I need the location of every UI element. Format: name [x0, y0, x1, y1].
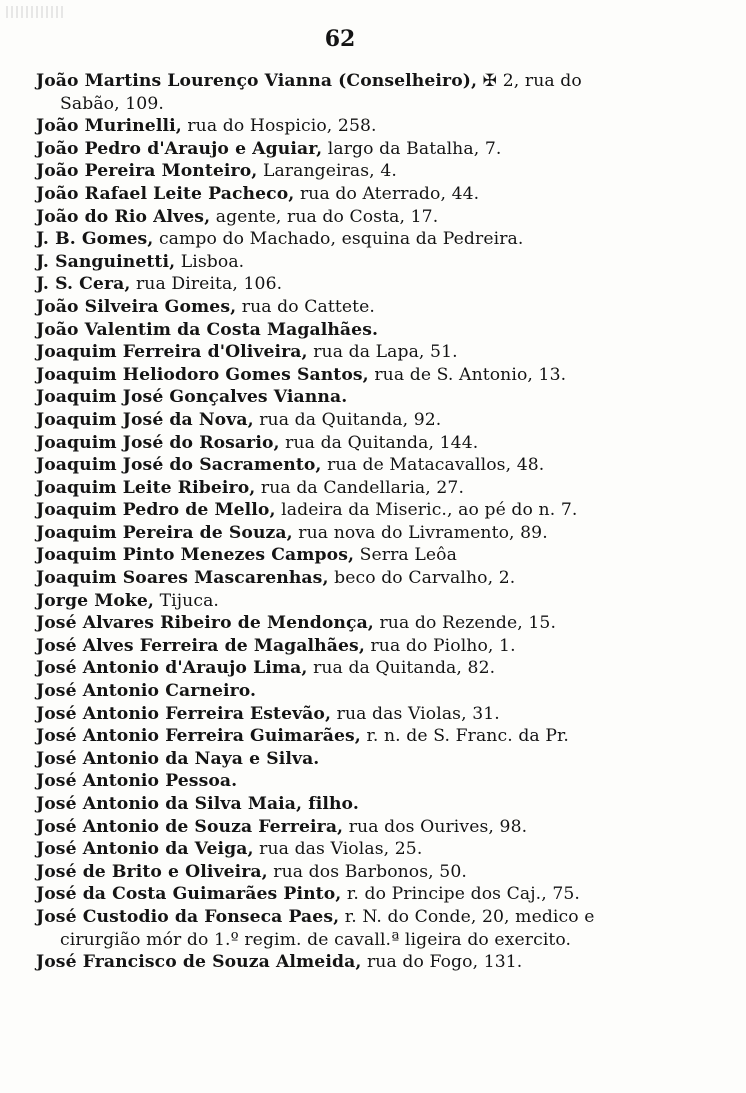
entry-name: José Antonio d'Araujo Lima,: [36, 658, 308, 679]
directory-entry: [36, 703, 696, 726]
entry-name: João Pedro d'Araujo e Aguiar,: [36, 138, 323, 159]
directory-entry: [36, 477, 696, 500]
directory-entry: [36, 432, 696, 455]
entry-name: Joaquim José Gonçalves Vianna.: [36, 387, 348, 408]
directory-entry: [36, 861, 696, 884]
entry-address: Lisboa.: [175, 251, 245, 272]
directory-entry: [36, 386, 696, 409]
entry-name: José Antonio da Silva Maia, filho.: [36, 794, 359, 814]
directory-entry: [36, 273, 696, 296]
entry-address: rua da Quitanda, 92.: [253, 409, 442, 430]
directory-entry: [36, 228, 696, 251]
entry-name: Joaquim Leite Ribeiro,: [36, 477, 256, 498]
directory-entry: [36, 341, 696, 364]
directory-entry: [36, 183, 696, 206]
entry-address: Serra Leôa: [354, 545, 457, 566]
entry-name: José Alvares Ribeiro de Mendonça,: [36, 613, 374, 634]
entry-address: rua dos Barbonos, 50.: [267, 861, 467, 882]
directory-entry: [36, 251, 696, 274]
directory-entry: [36, 206, 696, 229]
entry-name: Joaquim José do Sacramento,: [36, 455, 322, 476]
entry-address: rua da Lapa, 51.: [307, 342, 458, 363]
entry-name: Joaquim Heliodoro Gomes Santos,: [36, 364, 369, 385]
directory-entry: [36, 793, 696, 816]
entry-address: r. do Principe dos Caj., 75.: [341, 884, 580, 905]
page-number: 62: [324, 26, 356, 52]
directory-entry: [36, 296, 696, 319]
entry-name: José Antonio Ferreira Estevão,: [36, 703, 332, 724]
entry-name: Joaquim Ferreira d'Oliveira,: [36, 342, 308, 363]
directory-entry: [36, 364, 696, 387]
directory-entry: [36, 499, 696, 522]
entry-continuation: Sabão, 109.: [60, 93, 164, 114]
directory-entry: [36, 115, 696, 138]
directory-entry: [36, 409, 696, 432]
entry-name: José Alves Ferreira de Magalhães,: [36, 635, 365, 656]
entry-name: Joaquim Pedro de Mello,: [36, 500, 276, 521]
entry-address: largo da Batalha, 7.: [322, 138, 502, 159]
directory-entry: [36, 657, 696, 680]
directory-list: [36, 70, 696, 974]
entry-address: rua de S. Antonio, 13.: [368, 364, 567, 385]
entry-address: agente, rua do Costa, 17.: [210, 206, 439, 227]
directory-entry: [36, 612, 696, 635]
entry-address: campo do Machado, esquina da Pedreira.: [153, 229, 524, 250]
entry-name: J. S. Cera,: [36, 274, 131, 295]
entry-address: rua da Quitanda, 82.: [307, 658, 496, 679]
directory-entry: [36, 748, 696, 771]
entry-address: rua das Violas, 31.: [331, 703, 500, 724]
entry-address: rua dos Ourives, 98.: [343, 816, 528, 837]
directory-entry: [36, 816, 696, 839]
entry-address: beco do Carvalho, 2.: [328, 568, 516, 589]
entry-address: rua de Matacavallos, 48.: [321, 455, 545, 476]
entry-address: r. n. de S. Franc. da Pr.: [360, 726, 569, 747]
directory-entry: [36, 319, 696, 342]
entry-name: Joaquim Soares Mascarenhas,: [36, 568, 329, 589]
entry-name: José da Costa Guimarães Pinto,: [36, 884, 342, 905]
entry-name: Jorge Moke,: [36, 590, 155, 611]
entry-name: José Antonio Pessoa.: [36, 771, 238, 792]
directory-entry: [36, 770, 696, 793]
entry-name: José Antonio da Veiga,: [36, 839, 254, 860]
entry-name: J. Sanguinetti,: [36, 251, 176, 272]
entry-name: José de Brito e Oliveira,: [36, 861, 268, 882]
entry-address: ✠ 2, rua do: [477, 71, 582, 91]
directory-entry: [36, 454, 696, 477]
entry-name: José Custodio da Fonseca Paes,: [36, 906, 340, 927]
entry-name: José Antonio Carneiro.: [36, 681, 257, 702]
directory-entry: [36, 138, 696, 161]
entry-name: João do Rio Alves,: [36, 206, 211, 227]
entry-address: rua do Fogo, 131.: [361, 952, 523, 973]
entry-name: João Pereira Monteiro,: [36, 161, 258, 182]
entry-name: Joaquim José do Rosario,: [36, 432, 280, 453]
directory-entry: [36, 951, 696, 974]
entry-name: José Antonio de Souza Ferreira,: [36, 816, 344, 837]
directory-entry: [36, 567, 696, 590]
directory-entry: [36, 883, 696, 906]
scan-speckle: [6, 6, 66, 18]
entry-name: José Antonio da Naya e Silva.: [36, 748, 320, 769]
entry-address: rua da Candellaria, 27.: [255, 477, 465, 498]
directory-entry: [36, 635, 696, 658]
entry-address: Tijuca.: [154, 590, 219, 611]
entry-name: João Murinelli,: [36, 116, 182, 137]
directory-entry: [36, 160, 696, 183]
entry-address: rua nova do Livramento, 89.: [292, 522, 548, 543]
entry-name: José Francisco de Souza Almeida,: [36, 952, 362, 973]
entry-continuation: cirurgião mór do 1.º regim. de cavall.ª ligeira do exercito.: [60, 929, 572, 950]
entry-address: r. N. do Conde, 20, medico e: [339, 906, 595, 927]
directory-entry: [36, 838, 696, 861]
directory-entry: [36, 70, 696, 93]
entry-name: João Valentim da Costa Magalhães.: [36, 319, 379, 340]
entry-name: J. B. Gomes,: [36, 229, 154, 250]
directory-entry: [36, 680, 696, 703]
entry-name: João Martins Lourenço Vianna (Conselheiro),: [36, 71, 478, 91]
entry-address: ladeira da Miseric., ao pé do n. 7.: [275, 500, 578, 521]
entry-address: rua do Cattete.: [236, 296, 376, 317]
entry-name: Joaquim José da Nova,: [36, 409, 254, 430]
entry-address: Larangeiras, 4.: [257, 161, 397, 182]
entry-name: João Rafael Leite Pacheco,: [36, 183, 295, 204]
directory-entry: [36, 590, 696, 613]
entry-name: Joaquim Pinto Menezes Campos,: [36, 545, 355, 566]
entry-address: rua do Piolho, 1.: [364, 635, 516, 656]
directory-entry: [36, 522, 696, 545]
entry-address: rua do Rezende, 15.: [373, 613, 557, 634]
entry-address: rua das Violas, 25.: [253, 839, 423, 860]
entry-address: rua do Hospicio, 258.: [181, 116, 377, 137]
entry-address: rua Direita, 106.: [130, 274, 283, 295]
entry-name: João Silveira Gomes,: [36, 296, 237, 317]
directory-entry: [36, 544, 696, 567]
entry-name: José Antonio Ferreira Guimarães,: [36, 726, 361, 747]
directory-entry: [36, 725, 696, 748]
entry-address: rua do Aterrado, 44.: [294, 183, 480, 204]
directory-entry: [36, 906, 696, 929]
entry-address: rua da Quitanda, 144.: [279, 432, 479, 453]
entry-name: Joaquim Pereira de Souza,: [36, 522, 293, 543]
